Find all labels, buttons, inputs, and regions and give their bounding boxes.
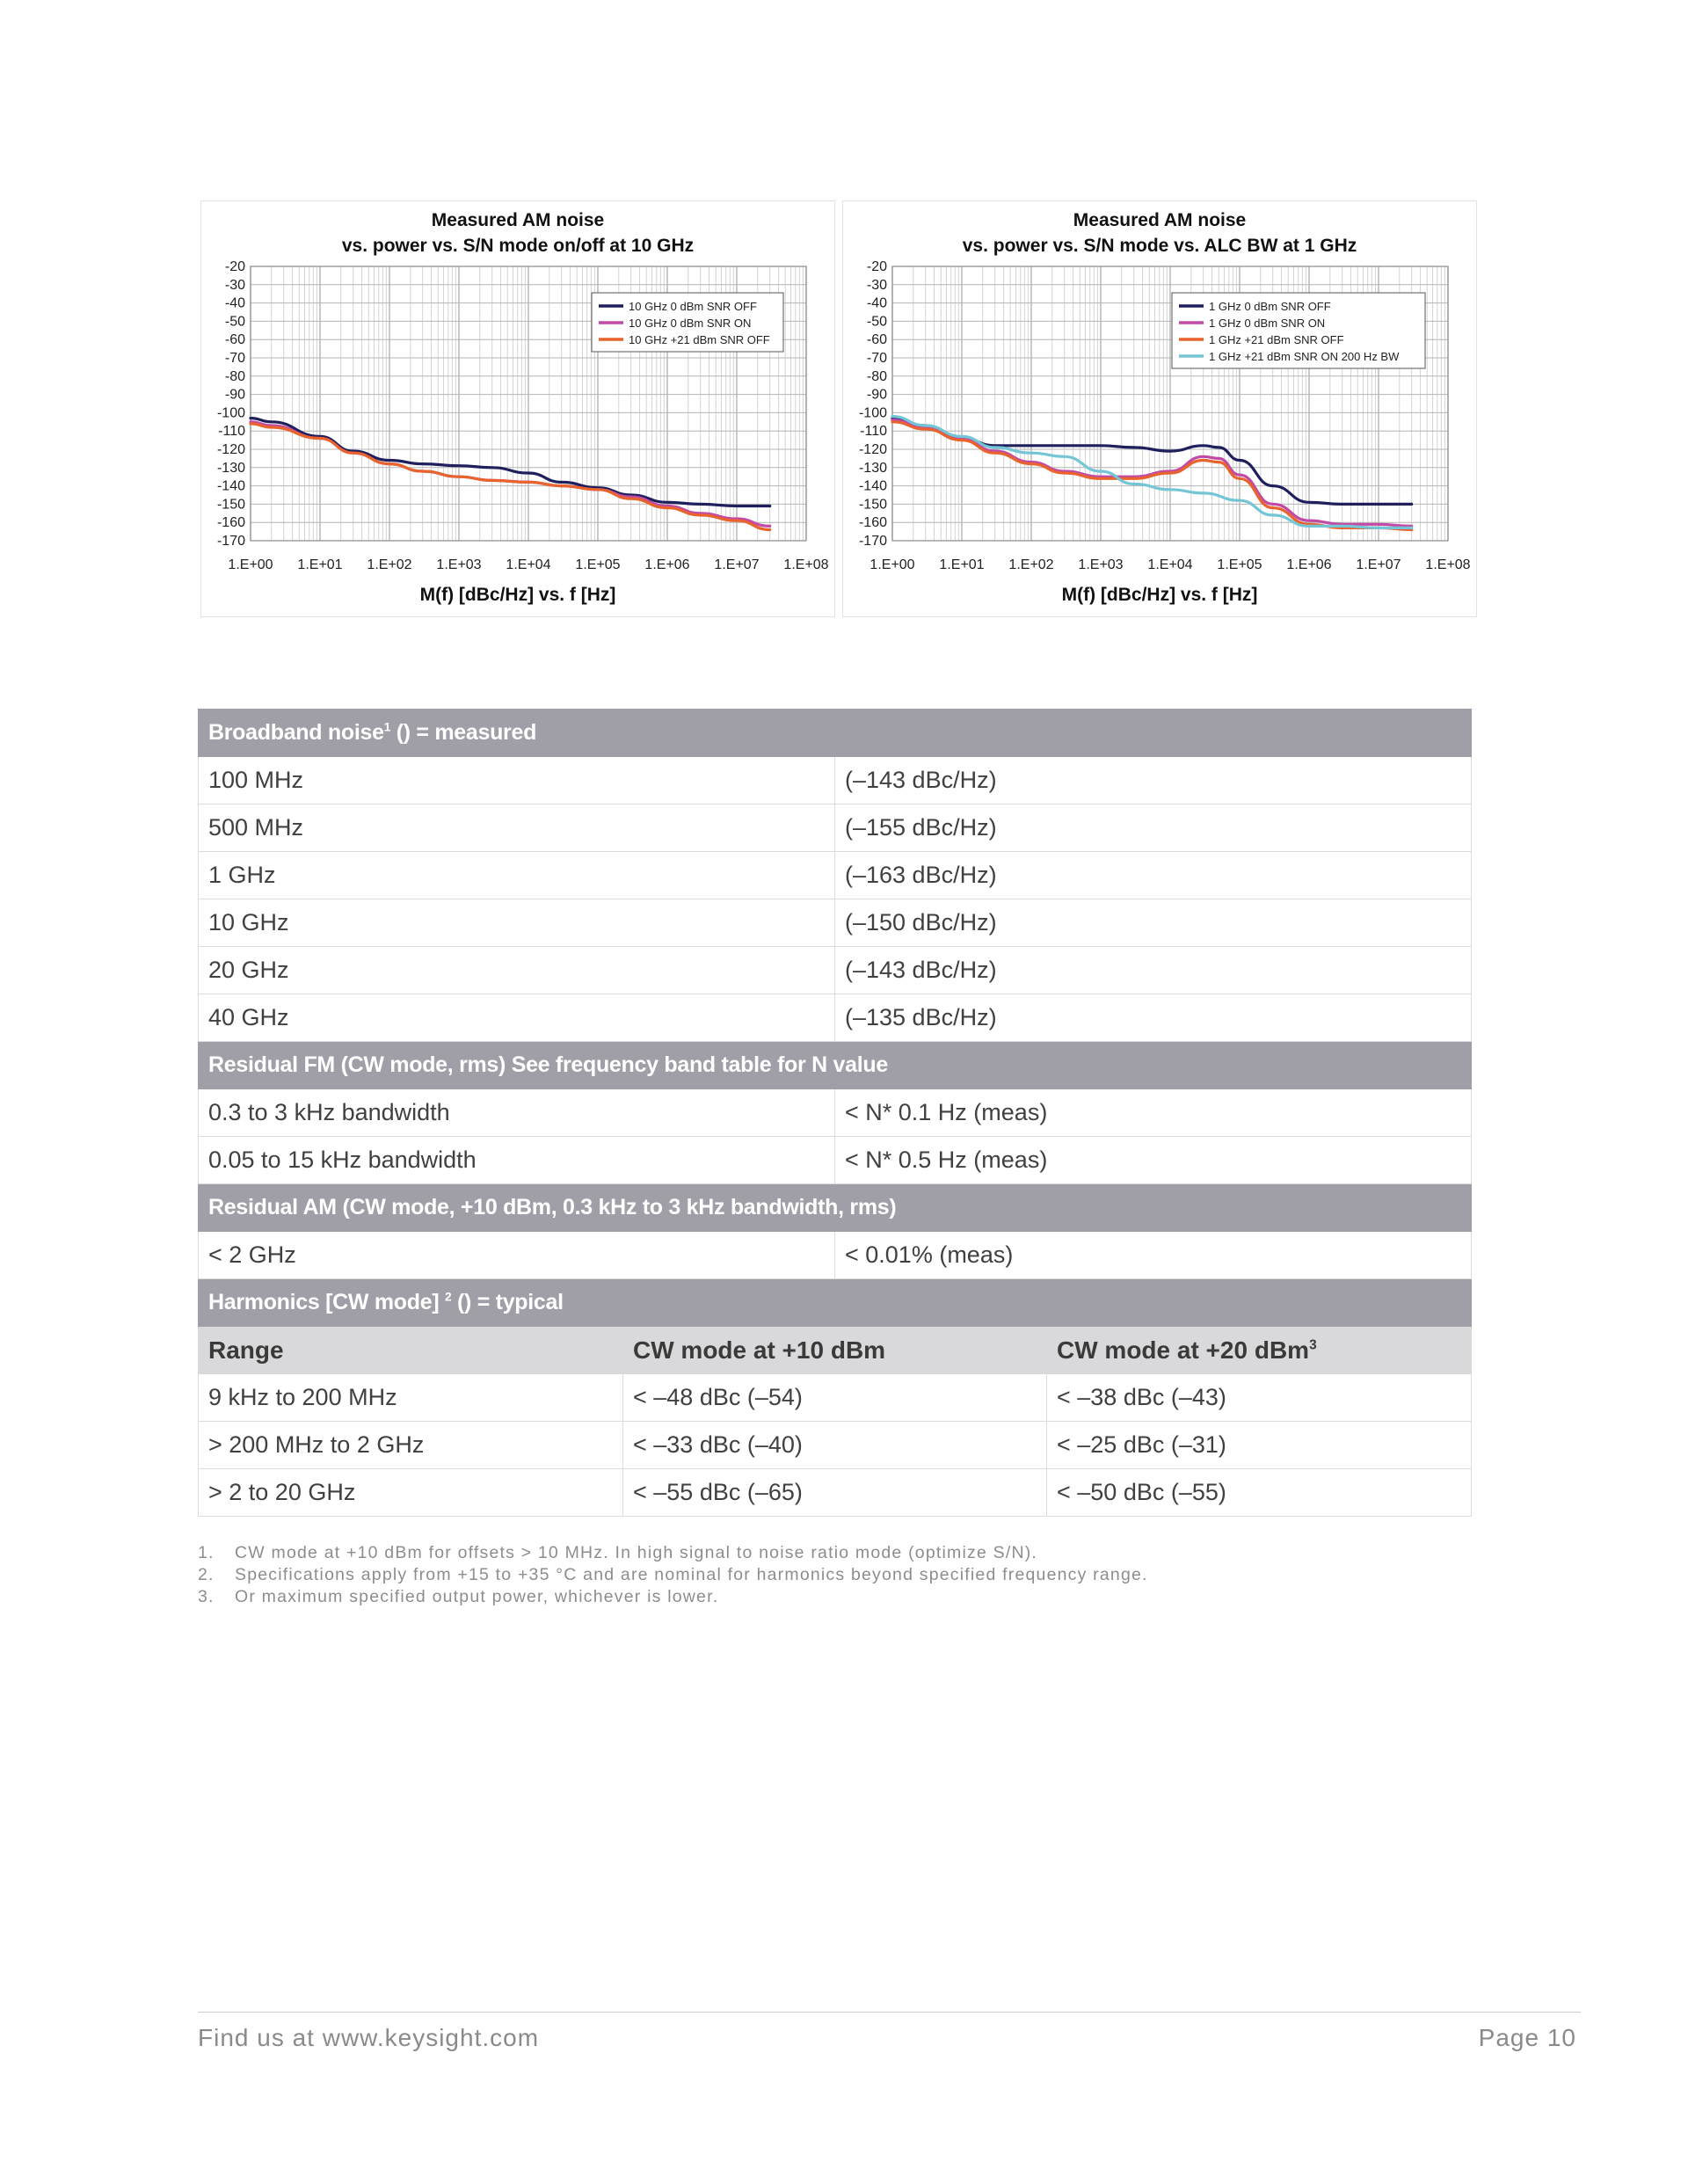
- footnotes: [198, 1542, 1517, 1608]
- table-row: [199, 1469, 1472, 1517]
- series-line: [251, 424, 770, 530]
- y-tick-label: -90: [224, 387, 245, 403]
- table-cell: 0.05 to 15 kHz bandwidth: [199, 1137, 835, 1184]
- table-cell: < –55 dBc (–65): [623, 1469, 1047, 1517]
- x-tick-label: 1.E+02: [1008, 557, 1054, 572]
- table-cell: 100 MHz: [199, 757, 835, 804]
- table-cell: < N* 0.1 Hz (meas): [835, 1089, 1472, 1137]
- footer-divider: [198, 2012, 1581, 2013]
- table-cell: < –48 dBc (–54): [623, 1374, 1047, 1422]
- harmonics-header: [199, 1279, 1472, 1327]
- table-cell: (–143 dBc/Hz): [835, 757, 1472, 804]
- residual-am-header: Residual AM (CW mode, +10 dBm, 0.3 kHz to 3 kHz bandwidth, rms): [199, 1184, 1472, 1232]
- specification-table: [198, 709, 1472, 1517]
- table-cell: > 2 to 20 GHz: [199, 1469, 623, 1517]
- footnote-1: [198, 1542, 1517, 1564]
- chart-am-noise-1ghz: [842, 200, 1477, 617]
- table-row: [199, 1374, 1472, 1422]
- y-tick-label: -130: [216, 460, 245, 476]
- table-cell: (–163 dBc/Hz): [835, 852, 1472, 899]
- y-tick-label: -60: [224, 332, 245, 348]
- legend-label: 1 GHz 0 dBm SNR ON: [1209, 317, 1326, 330]
- legend-label: 1 GHz 0 dBm SNR OFF: [1209, 300, 1331, 313]
- table-row: [199, 852, 1472, 899]
- y-tick-label: -100: [858, 405, 887, 421]
- column-header-20dbm-text: CW mode at +20 dBm: [1057, 1336, 1310, 1364]
- y-tick-label: -150: [216, 497, 245, 513]
- broadband-noise-header: [199, 710, 1472, 757]
- legend-label: 10 GHz 0 dBm SNR ON: [629, 317, 752, 330]
- footnote-2: [198, 1564, 1517, 1586]
- table-cell: (–155 dBc/Hz): [835, 804, 1472, 852]
- y-tick-label: -160: [216, 515, 245, 531]
- table-row: [199, 1232, 1472, 1279]
- footnote-text: CW mode at +10 dBm for offsets > 10 MHz. In high signal to noise ratio mode (optimize S/N).: [235, 1543, 1038, 1562]
- column-header-20dbm: [1047, 1327, 1472, 1374]
- x-tick-label: 1.E+03: [1078, 557, 1124, 572]
- table-cell: < –25 dBc (–31): [1047, 1422, 1472, 1469]
- y-tick-label: -50: [224, 314, 245, 330]
- x-axis-label: M(f) [dBc/Hz] vs. f [Hz]: [1061, 585, 1258, 605]
- y-tick-label: -20: [224, 259, 245, 274]
- broadband-noise-header-row: [199, 710, 1472, 757]
- table-cell: 20 GHz: [199, 947, 835, 994]
- residual-am-header-row: [199, 1184, 1472, 1232]
- table-cell: 1 GHz: [199, 852, 835, 899]
- harmonics-header-sup: 2: [445, 1290, 452, 1304]
- y-tick-label: -170: [858, 534, 887, 549]
- x-tick-label: 1.E+06: [644, 557, 690, 572]
- y-tick-label: -140: [216, 478, 245, 494]
- y-tick-label: -70: [224, 351, 245, 366]
- footnote-3: [198, 1586, 1517, 1608]
- x-tick-label: 1.E+05: [1217, 557, 1262, 572]
- y-tick-label: -110: [860, 424, 887, 440]
- y-tick-label: -120: [858, 442, 887, 457]
- series-line: [892, 417, 1412, 528]
- harmonics-column-header-row: [199, 1327, 1472, 1374]
- table-row: [199, 947, 1472, 994]
- x-tick-label: 1.E+08: [1425, 557, 1471, 572]
- table-cell: 500 MHz: [199, 804, 835, 852]
- y-tick-label: -160: [858, 515, 887, 531]
- y-tick-label: -140: [858, 478, 887, 494]
- y-tick-label: -130: [858, 460, 887, 476]
- y-tick-label: -30: [866, 277, 887, 293]
- table-cell: < N* 0.5 Hz (meas): [835, 1137, 1472, 1184]
- table-row: [199, 1422, 1472, 1469]
- chart-title-line: Measured AM noise: [431, 210, 605, 230]
- x-tick-label: 1.E+07: [1356, 557, 1401, 572]
- y-tick-label: -70: [866, 351, 887, 366]
- table-cell: < 2 GHz: [199, 1232, 835, 1279]
- y-tick-label: -40: [224, 295, 245, 311]
- chart-am-noise-10ghz: [200, 200, 835, 617]
- x-tick-label: 1.E+06: [1286, 557, 1332, 572]
- broadband-header-rest: () = measured: [390, 720, 537, 745]
- x-tick-label: 1.E+08: [783, 557, 829, 572]
- footer-page-number: Page 10: [1478, 2024, 1576, 2051]
- x-tick-label: 1.E+05: [575, 557, 621, 572]
- legend-label: 10 GHz 0 dBm SNR OFF: [629, 300, 757, 313]
- table-row: [199, 994, 1472, 1042]
- table-row: [199, 1137, 1472, 1184]
- table-cell: 40 GHz: [199, 994, 835, 1042]
- chart-title-line: vs. power vs. S/N mode on/off at 10 GHz: [341, 236, 695, 256]
- residual-fm-header-row: [199, 1042, 1472, 1089]
- chart-title-line: vs. power vs. S/N mode vs. ALC BW at 1 GHz: [962, 236, 1357, 256]
- table-cell: (–143 dBc/Hz): [835, 947, 1472, 994]
- harmonics-header-rest: () = typical: [451, 1290, 564, 1314]
- y-tick-label: -30: [224, 277, 245, 293]
- chart-left-svg: [201, 201, 834, 616]
- footnote-text: Specifications apply from +15 to +35 °C and are nominal for harmonics beyond specified frequency range.: [235, 1565, 1148, 1584]
- x-axis-label: M(f) [dBc/Hz] vs. f [Hz]: [419, 585, 616, 605]
- table-row: [199, 804, 1472, 852]
- y-tick-label: -100: [216, 405, 245, 421]
- x-tick-label: 1.E+04: [506, 557, 551, 572]
- y-tick-label: -50: [866, 314, 887, 330]
- legend-label: 10 GHz +21 dBm SNR OFF: [629, 333, 770, 346]
- y-tick-label: -150: [858, 497, 887, 513]
- table-cell: > 200 MHz to 2 GHz: [199, 1422, 623, 1469]
- y-tick-label: -110: [218, 424, 245, 440]
- footer-website: Find us at www.keysight.com: [198, 2024, 540, 2051]
- y-tick-label: -40: [866, 295, 887, 311]
- y-tick-label: -20: [866, 259, 887, 274]
- legend-label: 1 GHz +21 dBm SNR ON 200 Hz BW: [1209, 350, 1400, 363]
- broadband-header-text: Broadband noise: [208, 720, 384, 745]
- series-line: [892, 420, 1412, 527]
- table-cell: < 0.01% (meas): [835, 1232, 1472, 1279]
- chart-title-line: Measured AM noise: [1073, 210, 1247, 230]
- x-tick-label: 1.E+07: [714, 557, 760, 572]
- footnote-text: Or maximum specified output power, whichever is lower.: [235, 1587, 719, 1606]
- x-tick-label: 1.E+02: [367, 557, 412, 572]
- table-cell: 10 GHz: [199, 899, 835, 947]
- residual-fm-header: Residual FM (CW mode, rms) See frequency band table for N value: [199, 1042, 1472, 1089]
- x-tick-label: 1.E+01: [939, 557, 985, 572]
- chart-right-svg: [843, 201, 1476, 616]
- harmonics-header-text: Harmonics [CW mode]: [208, 1290, 446, 1314]
- table-cell: < –38 dBc (–43): [1047, 1374, 1472, 1422]
- chart-legend: [592, 293, 783, 352]
- broadband-header-sup: 1: [383, 720, 391, 734]
- x-tick-label: 1.E+04: [1147, 557, 1193, 572]
- table-cell: < –50 dBc (–55): [1047, 1469, 1472, 1517]
- table-row: [199, 899, 1472, 947]
- table-cell: (–135 dBc/Hz): [835, 994, 1472, 1042]
- table-row: [199, 757, 1472, 804]
- harmonics-header-row: [199, 1279, 1472, 1327]
- table-cell: 0.3 to 3 kHz bandwidth: [199, 1089, 835, 1137]
- table-cell: 9 kHz to 200 MHz: [199, 1374, 623, 1422]
- column-header-10dbm: CW mode at +10 dBm: [623, 1327, 1047, 1374]
- table-cell: (–150 dBc/Hz): [835, 899, 1472, 947]
- column-header-20dbm-sup: 3: [1309, 1337, 1317, 1353]
- column-header-range: Range: [199, 1327, 623, 1374]
- footnote-number: 1.: [198, 1543, 215, 1562]
- footnote-number: 3.: [198, 1587, 215, 1606]
- chart-legend: [1172, 293, 1425, 368]
- x-tick-label: 1.E+00: [869, 557, 915, 572]
- x-tick-label: 1.E+03: [436, 557, 482, 572]
- y-tick-label: -120: [216, 442, 245, 457]
- y-tick-label: -80: [866, 368, 887, 384]
- x-tick-label: 1.E+01: [297, 557, 343, 572]
- y-tick-label: -170: [216, 534, 245, 549]
- legend-label: 1 GHz +21 dBm SNR OFF: [1209, 333, 1344, 346]
- y-tick-label: -80: [224, 368, 245, 384]
- table-row: [199, 1089, 1472, 1137]
- x-tick-label: 1.E+00: [228, 557, 273, 572]
- footnote-number: 2.: [198, 1565, 215, 1584]
- y-tick-label: -90: [866, 387, 887, 403]
- table-cell: < –33 dBc (–40): [623, 1422, 1047, 1469]
- y-tick-label: -60: [866, 332, 887, 348]
